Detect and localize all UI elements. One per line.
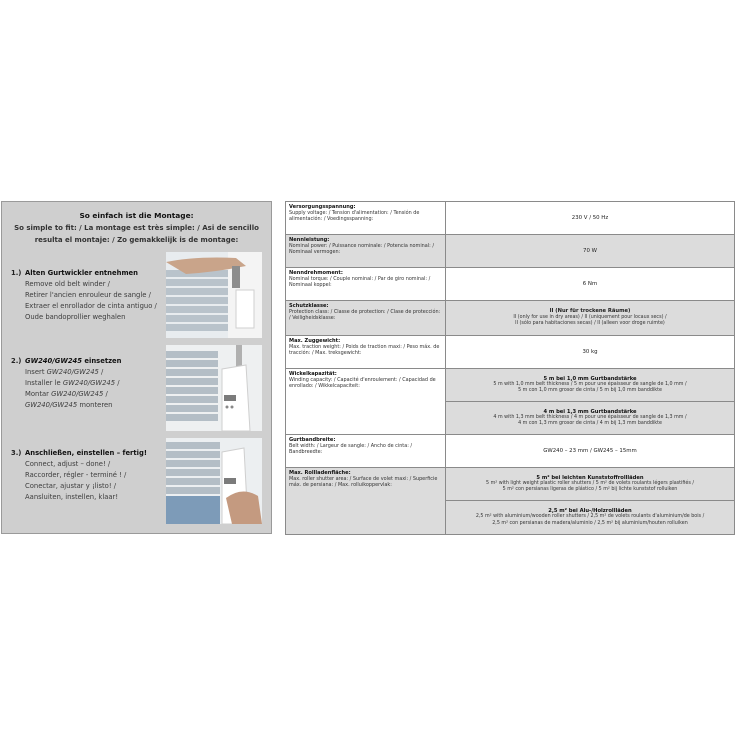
step-line: Retirer l'ancien enrouleur de sangle /: [25, 291, 151, 299]
spec-row-max-traction: Max. Zuggewicht: Max. traction weight: / Poids de traction maxi: / Peso máx. de tracción: / Max. treksgewicht: 30 kg: [286, 336, 734, 369]
step-line: Insert GW240/GW245 /: [25, 368, 104, 376]
step-line: Remove old belt winder /: [25, 280, 110, 288]
spec-value: 30 kg: [582, 348, 598, 355]
spec-value: II (Nur für trockene Räume) II (only for use in dry areas) / II (uniquement pour locaux secs) / II (sólo para habitaciones secas) / II (alleen voor droge ruimte): [446, 301, 734, 335]
step-line: Conectar, ajustar y ¡listo! /: [25, 482, 116, 490]
step-line: Extraer el enrollador de cinta antiguo /: [25, 302, 157, 310]
step-heading: GW240/GW245 einsetzen: [25, 357, 122, 365]
photo-remove-old-winder: [166, 252, 262, 338]
spec-row-belt-width: Gurtbandbreite: Belt width: / Largeur de sangle: / Ancho de cinta: / Bandbreedte: GW240 – 23 mm / GW245 – 15mm: [286, 435, 734, 468]
spec-row-winding-capacity: Wickelkapazität: Winding capacity: / Capacité d'enroulement: / Capacidad de enrollado: / Wikkelcapaciteit: 5 m bei 1,0 mm Gurtbandstärke 5 m with 1,0 mm belt thickness / 5 m pour une épaisseur de sangle de 1,0 mm / 5 m con 1,0 mm grosor de cinta / 5 m bij 1,0 mm banddikte 4 m bei 1,3 mm Gurtbandstärke 4 m with 1,3 mm belt thickness / 4 m pour une épaisseur de sangle de 1,3 mm / 4 m con 1,3 mm grosor de cinta / 4 m bij 1,3 mm banddikte: [286, 369, 734, 435]
step-line: Installer le GW240/GW245 /: [25, 379, 120, 387]
spec-value: GW240 – 23 mm / GW245 – 15mm: [543, 447, 637, 454]
spec-row-max-shutter-area: Max. Rollladenfläche: Max. roller shutter area: / Surface de volet maxi: / Superficie máx. de persiana: / Max. rolluikoppervlak: 5 m² bei leichten Kunststoffrollläden 5 m² with light weight plastic roller shutters / 5 m² de volets roulants légers plastifiés / 5 m² con persianas ligeras de plástico / 5 m² bij lichte kunststof rolluiken 2,5 m² bei Alu-/Holzrollläden 2,5 m² with aluminium/wooden roller shutters / 2,5 m² de volets roulants d'aluminium/de bois / 2,5 m² con persianas de madera/aluminio / 2,5 m² bij aluminium/houten rolluiken: [286, 468, 734, 534]
spec-row-nominal-power: Nennleistung: Nominal power: / Puissance nominale: / Potencia nominal: / Nominaal vermogen: 70 W: [286, 235, 734, 268]
spec-subvalue: 2,5 m² bei Alu-/Holzrollläden 2,5 m² with aluminium/wooden roller shutters / 2,5 m² de volets roulants d'aluminium/de bois / 2,5 m² con persianas de madera/aluminio / 2,5 m² bij aluminium/houten rolluiken: [446, 501, 734, 534]
montage-header: [2, 202, 271, 246]
step-line: Montar GW240/GW245 /: [25, 390, 108, 398]
step-line: Aansluiten, instellen, klaar!: [25, 493, 119, 501]
step-line: Oude bandoprollier weghalen: [25, 313, 126, 321]
spec-value: 230 V / 50 Hz: [571, 214, 609, 221]
spec-row-supply-voltage: Versorgungsspannung: Supply voltage: / Tension d'alimentation: / Tensión de alimentación: / Voedingsspanning: 230 V / 50 Hz: [286, 202, 734, 235]
spec-subvalue: 4 m bei 1,3 mm Gurtbandstärke 4 m with 1,3 mm belt thickness / 4 m pour une épaisseur de sangle de 1,3 mm / 4 m con 1,3 mm grosor de cinta / 4 m bij 1,3 mm banddikte: [446, 402, 734, 434]
spec-subvalue: 5 m² bei leichten Kunststoffrollläden 5 m² with light weight plastic roller shutters / 5 m² de volets roulants légers plastifiés / 5 m² con persianas ligeras de plástico / 5 m² bij lichte kunststof rolluiken: [446, 468, 734, 501]
photo-insert-winder: [166, 345, 262, 431]
montage-subtitle: So simple to fit: / La montage est très simple: / Asi de sencillo resulta el montaje: / Zo gemakkelijk is de montage:: [14, 224, 259, 244]
step-number: 2.): [11, 357, 22, 365]
montage-title: So einfach ist die Montage:: [79, 211, 194, 220]
step-heading: Alten Gurtwickler entnehmen: [25, 269, 139, 277]
spec-value: 6 Nm: [582, 280, 598, 287]
spec-row-nominal-torque: Nenndrehmoment: Nominal torque: / Couple nominal: / Par de giro nominal: / Nominaal koppel: 6 Nm: [286, 268, 734, 301]
spec-row-protection-class: Schutzklasse: Protection class: / Classe de protection: / Clase de protección: / Veiligheidsklasse: II (Nur für trockene Räume) II (only for use in dry areas) / II (uniquement pour locaux secs) / II (sólo para habitaciones secas) / II (alleen voor droge ruimte): [286, 301, 734, 336]
photo-connect-adjust: [166, 438, 262, 524]
spec-table: [285, 201, 735, 535]
step-number: 1.): [11, 269, 22, 277]
step-heading: Anschließen, einstellen – fertig!: [25, 449, 147, 457]
spec-value: 70 W: [446, 235, 734, 267]
spec-subvalue: 5 m bei 1,0 mm Gurtbandstärke 5 m with 1,0 mm belt thickness / 5 m pour une épaisseur de sangle de 1,0 mm / 5 m con 1,0 mm grosor de cinta / 5 m bij 1,0 mm banddikte: [446, 369, 734, 402]
step-line: Raccorder, régler - terminé ! /: [25, 471, 127, 479]
montage-panel: [1, 201, 272, 534]
step-line: GW240/GW245 monteren: [25, 401, 113, 409]
step-number: 3.): [11, 449, 22, 457]
step-line: Connect, adjust – done! /: [25, 460, 111, 468]
